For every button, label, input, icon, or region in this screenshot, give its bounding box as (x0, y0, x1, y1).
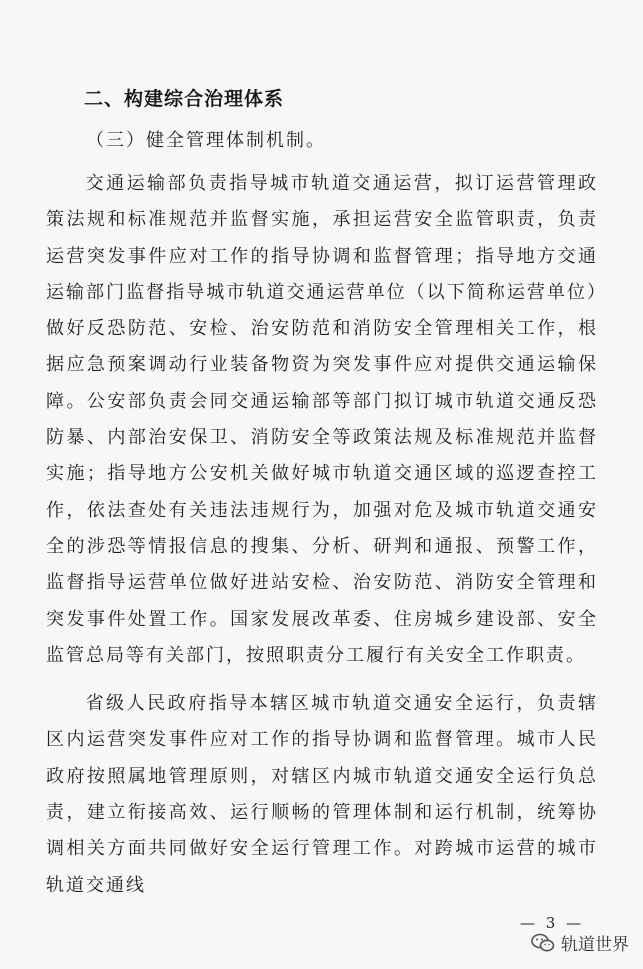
subsection-heading: （三）健全管理体制机制。 (86, 130, 326, 151)
wechat-icon (531, 933, 555, 953)
page-number: — 3 — (520, 914, 585, 932)
paragraph-2: 省级人民政府指导本辖区城市轨道交通安全运行，负责辖区内运营突发事件应对工作的指导协调和监督管理。城市人民政府按照属地管理原则，对辖区内城市轨道交通安全运行负总责，建立衔接高效、运行顺畅的管理体制和运行机制，统筹协调相关方面共同做好安全运行管理工作。对跨城市运营的城市轨道交通线 (46, 693, 598, 896)
paragraph-1: 交通运输部负责指导城市轨道交通运营，拟订运营管理政策法规和标准规范并监督实施，承担运营安全监管职责，负责运营突发事件应对工作的指导协调和监督管理；指导地方交通运输部门监督指导城市轨道交通运营单位（以下简称运营单位）做好反恐防范、安检、治安防范和消防安全管理相关工作，根据应急预案调动行业装备物资为突发事件应对提供交通运输保障。公安部负责会同交通运输部等部门拟订城市轨道交通反恐防暴、内部治安保卫、消防安全等政策法规及标准规范并监督实施；指导地方公安机关做好城市轨道交通区域的巡逻查控工作，依法查处有关违法违规行为，加强对危及城市轨道交通安全的涉恐等情报信息的搜集、分析、研判和通报、预警工作，监督指导运营单位做好进站安检、治安防范、消防安全管理和突发事件处置工作。国家发展改革委、住房城乡建设部、安全监管总局等有关部门，按照职责分工履行有关安全工作职责。 (46, 173, 598, 666)
body-text (46, 166, 598, 904)
watermark-text: 轨道世界 (561, 935, 629, 955)
watermark (531, 930, 629, 955)
section-heading: 二、构建综合治理体系 (84, 88, 285, 110)
